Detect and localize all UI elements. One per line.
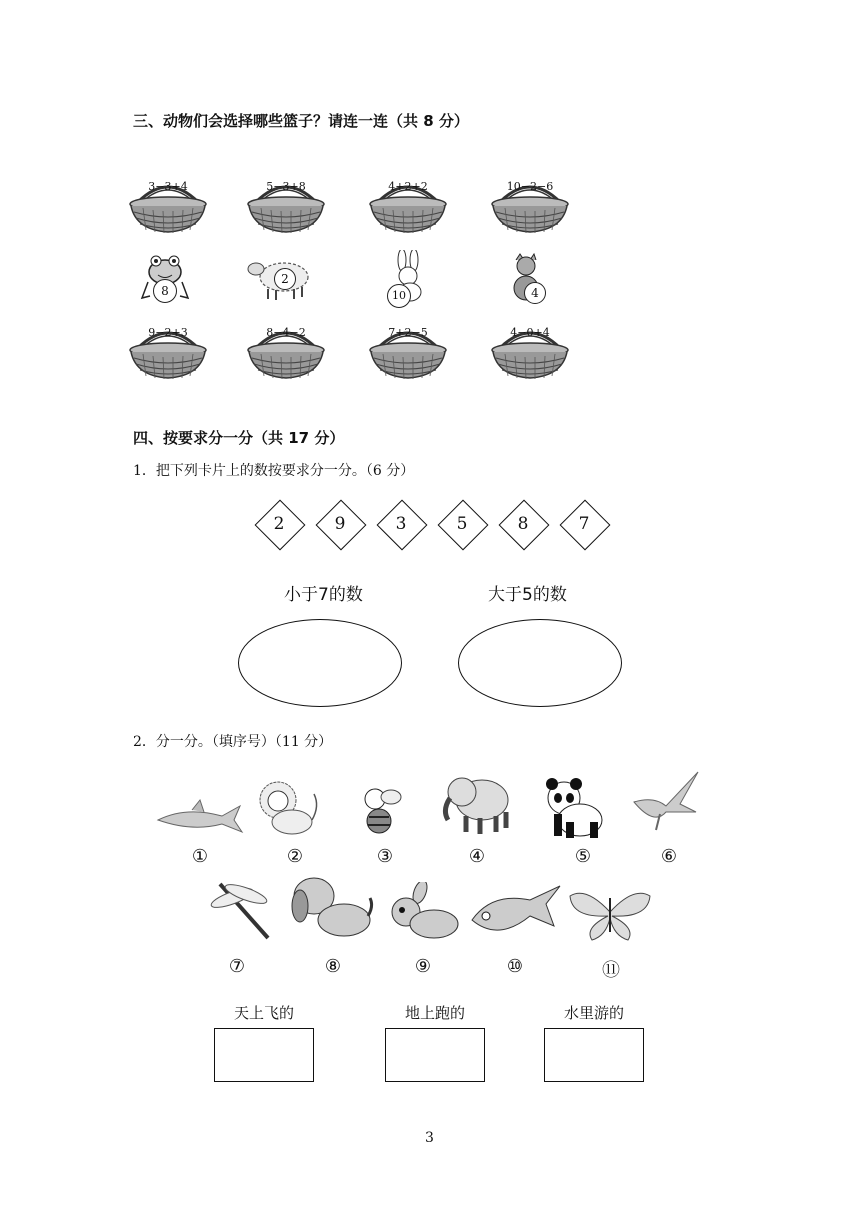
animal-item-8[interactable] bbox=[290, 876, 374, 948]
item-label-9: ⑨ bbox=[414, 956, 432, 977]
item-label-5: ⑤ bbox=[574, 846, 592, 867]
card-number: 7 bbox=[578, 514, 590, 534]
item-label-4: ④ bbox=[468, 846, 486, 867]
basket-expression: 8−4−2 bbox=[266, 326, 306, 339]
number-card[interactable] bbox=[376, 499, 426, 549]
animal-sheep[interactable] bbox=[246, 255, 312, 305]
card-number: 9 bbox=[334, 514, 346, 534]
basket-expression: 5−3+8 bbox=[266, 180, 306, 193]
animal-frog[interactable] bbox=[138, 250, 192, 308]
question-2-text: 2．分一分。（填序号）（11 分） bbox=[133, 734, 333, 750]
answer-box-sky[interactable] bbox=[214, 1028, 314, 1082]
basket-top-2[interactable] bbox=[246, 178, 326, 238]
item-label-1: ① bbox=[191, 846, 209, 867]
section-3-heading: 三、动物们会选择哪些篮子？请连一连（共 8 分） bbox=[133, 112, 469, 130]
card-number: 8 bbox=[517, 514, 529, 534]
group-label-greater-than-5: 大于5的数 bbox=[488, 585, 567, 605]
basket-bottom-1[interactable] bbox=[128, 324, 208, 384]
rabbit-icon bbox=[384, 882, 464, 942]
animal-cat[interactable] bbox=[506, 252, 560, 310]
basket-top-1[interactable] bbox=[128, 178, 208, 238]
animal-item-6[interactable] bbox=[630, 770, 700, 838]
basket-expression: 10−2−6 bbox=[506, 180, 554, 193]
group-label-less-than-7: 小于7的数 bbox=[284, 585, 363, 605]
item-label-10: ⑩ bbox=[506, 956, 524, 977]
lion-icon bbox=[256, 780, 322, 838]
animal-item-11[interactable] bbox=[566, 884, 654, 946]
dog-icon bbox=[290, 876, 374, 944]
animal-item-4[interactable] bbox=[440, 770, 516, 840]
animal-item-1[interactable] bbox=[156, 798, 244, 842]
basket-bottom-2[interactable] bbox=[246, 324, 326, 384]
animal-item-10[interactable] bbox=[468, 880, 562, 946]
bee-icon bbox=[357, 785, 405, 837]
elephant-icon bbox=[440, 770, 516, 836]
animal-item-9[interactable] bbox=[384, 882, 464, 946]
animal-number: 4 bbox=[524, 282, 546, 304]
swallow-icon bbox=[630, 770, 700, 834]
basket-expression: 4−0+4 bbox=[510, 326, 550, 339]
item-label-8: ⑧ bbox=[324, 956, 342, 977]
animal-item-5[interactable] bbox=[542, 778, 606, 844]
category-label-water: 水里游的 bbox=[563, 1004, 624, 1022]
category-label-sky: 天上飞的 bbox=[233, 1004, 294, 1022]
basket-expression: 3−3+4 bbox=[148, 180, 188, 193]
basket-top-4[interactable] bbox=[490, 178, 570, 238]
basket-bottom-4[interactable] bbox=[490, 324, 570, 384]
answer-ellipse-right[interactable] bbox=[458, 619, 622, 707]
fish-icon bbox=[468, 880, 562, 942]
card-number: 2 bbox=[273, 514, 285, 534]
answer-box-land[interactable] bbox=[385, 1028, 485, 1082]
basket-bottom-3[interactable] bbox=[368, 324, 448, 384]
number-card[interactable] bbox=[437, 499, 487, 549]
panda-icon bbox=[542, 778, 606, 840]
basket-top-3[interactable] bbox=[368, 178, 448, 238]
answer-ellipse-left[interactable] bbox=[238, 619, 402, 707]
shark-icon bbox=[156, 798, 244, 838]
item-label-6: ⑥ bbox=[660, 846, 678, 867]
animal-rabbit[interactable] bbox=[382, 250, 436, 308]
number-card[interactable] bbox=[498, 499, 548, 549]
animal-item-7[interactable] bbox=[206, 878, 280, 948]
dragonfly-icon bbox=[206, 878, 280, 944]
animal-number: 8 bbox=[153, 279, 177, 303]
page-number: 3 bbox=[425, 1130, 434, 1146]
card-number: 5 bbox=[456, 514, 468, 534]
animal-number: 2 bbox=[274, 268, 296, 290]
animal-item-3[interactable] bbox=[357, 785, 405, 841]
answer-box-water[interactable] bbox=[544, 1028, 644, 1082]
question-1-text: 1．把下列卡片上的数按要求分一分。（6 分） bbox=[133, 463, 415, 479]
card-number: 3 bbox=[395, 514, 407, 534]
section-4-heading: 四、按要求分一分（共 17 分） bbox=[133, 429, 345, 447]
basket-expression: 9−2+3 bbox=[148, 326, 188, 339]
item-label-2: ② bbox=[286, 846, 304, 867]
item-label-7: ⑦ bbox=[228, 956, 246, 977]
butterfly-icon bbox=[566, 884, 654, 942]
animal-number: 10 bbox=[387, 284, 411, 308]
category-label-land: 地上跑的 bbox=[404, 1004, 465, 1022]
number-card[interactable] bbox=[254, 499, 304, 549]
item-label-3: ③ bbox=[376, 846, 394, 867]
number-card[interactable] bbox=[559, 499, 609, 549]
animal-item-2[interactable] bbox=[256, 780, 322, 842]
number-card[interactable] bbox=[315, 499, 365, 549]
item-label-11: ⑪ bbox=[602, 960, 620, 981]
basket-expression: 4+2+2 bbox=[388, 180, 428, 193]
basket-expression: 7+2−5 bbox=[388, 326, 428, 339]
